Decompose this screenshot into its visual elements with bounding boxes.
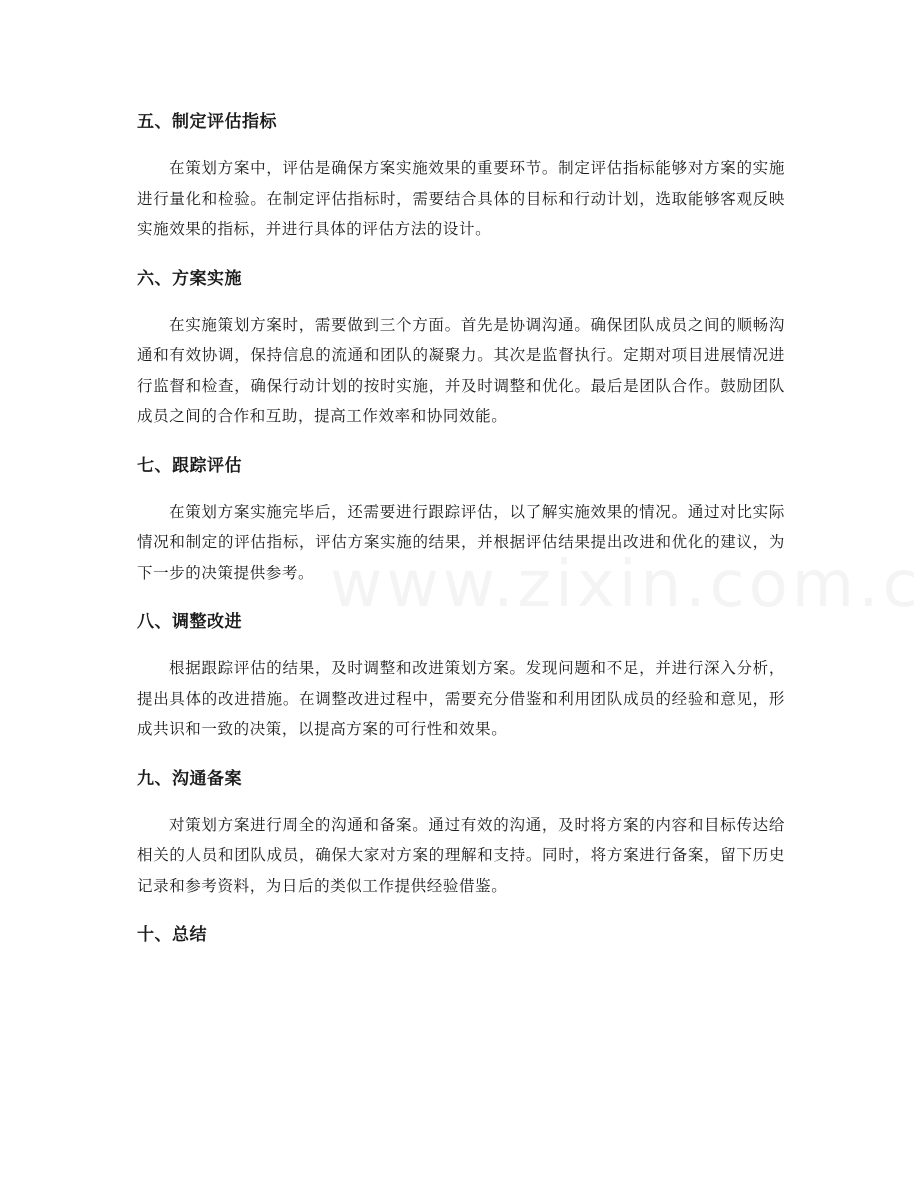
section-heading: 七、跟踪评估 (137, 455, 242, 476)
section-7 (137, 448, 785, 589)
section-heading: 十、总结 (137, 925, 207, 945)
section-9 (137, 761, 785, 902)
section-paragraph: 在策划方案中，评估是确保方案实施效果的重要环节。制定评估指标能够对方案的实施进行量化和检验。在制定评估指标时，需要结合具体的目标和行动计划，选取能够客观反映实施效果的指标，并进行具体的评估方法的设计。 (137, 159, 785, 238)
section-paragraph: 在策划方案实施完毕后，还需要进行跟踪评估，以了解实施效果的情况。通过对比实际情况和制定的评估指标，评估方案实施的结果，并根据评估结果提出改进和优化的建议，为下一步的决策提供参考。 (137, 502, 785, 582)
section-heading: 九、沟通备案 (137, 768, 242, 789)
section-6 (137, 261, 785, 432)
section-paragraph: 对策划方案进行周全的沟通和备案。通过有效的沟通，及时将方案的内容和目标传达给相关的人员和团队成员，确保大家对方案的理解和支持。同时，将方案进行备案，留下历史记录和参考资料，为日后的类似工作提供经验借鉴。 (137, 815, 785, 895)
document-content (137, 104, 785, 966)
section-8 (137, 604, 785, 745)
section-heading: 五、制定评估指标 (137, 112, 277, 132)
section-heading: 六、方案实施 (137, 268, 242, 289)
section-paragraph: 在实施策划方案时，需要做到三个方面。首先是协调沟通。确保团队成员之间的顺畅沟通和有效协调，保持信息的流通和团队的凝聚力。其次是监督执行。定期对项目进展情况进行监督和检查，确保行动计划的按时实施，并及时调整和优化。最后是团队合作。鼓励团队成员之间的合作和互助，提高工作效率和协同效能。 (137, 315, 785, 425)
section-5 (137, 104, 785, 245)
section-heading: 八、调整改进 (137, 612, 242, 632)
section-paragraph: 根据跟踪评估的结果，及时调整和改进策划方案。发现问题和不足，并进行深入分析，提出具体的改进措施。在调整改进过程中，需要充分借鉴和利用团队成员的经验和意见，形成共识和一致的决策，以提高方案的可行性和效果。 (137, 659, 785, 738)
section-10 (137, 917, 785, 953)
